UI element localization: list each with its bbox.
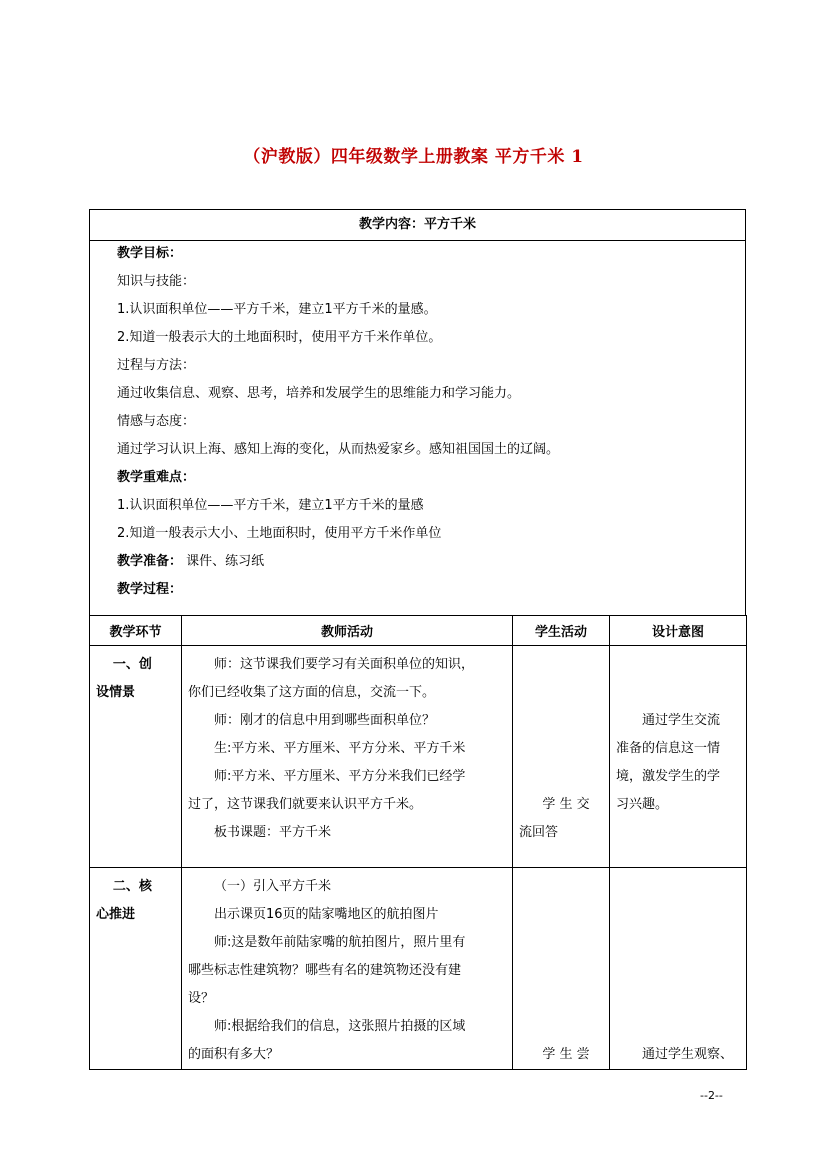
teacher-line: 生:平方米、平方厘米、平方分米、平方千米 xyxy=(214,741,466,756)
teacher-cell xyxy=(182,646,513,868)
teacher-line: 哪些标志性建筑物？哪些有名的建筑物还没有建 xyxy=(188,963,462,978)
key-point-2: 2.知道一般表示大小、土地面积时，使用平方千米作单位 xyxy=(117,526,442,541)
header-intent: 设计意图 xyxy=(610,616,747,646)
table-row xyxy=(90,868,747,1070)
teacher-line: 师:根据给我们的信息，这张照片拍摄的区域 xyxy=(214,1019,466,1034)
teacher-line: 师:平方米、平方厘米、平方分米我们已经学 xyxy=(214,769,466,784)
process-item-1: 通过收集信息、观察、思考，培养和发展学生的思维能力和学习能力。 xyxy=(117,386,521,401)
stage-cell xyxy=(90,868,182,1070)
stage-line-1: 一、创 xyxy=(112,657,152,672)
knowledge-item-1: 1.认识面积单位——平方千米，建立1平方千米的量感。 xyxy=(117,302,437,317)
student-line-1: 学 生 交 xyxy=(542,797,590,812)
process-label: 过程与方法： xyxy=(117,358,196,373)
student-cell xyxy=(513,646,610,868)
intent-cell xyxy=(610,868,747,1070)
page-number: --2-- xyxy=(700,1089,723,1102)
teacher-line: 的面积有多大？ xyxy=(188,1047,280,1062)
stage-line-2: 设情景 xyxy=(96,685,136,700)
preparation-line xyxy=(117,548,735,576)
intent-line: 通过学生交流 xyxy=(642,713,721,728)
teacher-line: 设？ xyxy=(188,991,215,1006)
intent-line: 准备的信息这一情 xyxy=(616,741,721,756)
stage-line-1: 二、核 xyxy=(112,879,152,894)
lesson-info-box xyxy=(89,209,746,616)
emotion-item-1: 通过学习认识上海、感知上海的变化，从而热爱家乡。感知祖国国土的辽阔。 xyxy=(117,442,560,457)
intent-cell xyxy=(610,646,747,868)
student-line-2: 流回答 xyxy=(519,825,559,840)
header-stage: 教学环节 xyxy=(90,616,182,646)
key-points-label: 教学重难点： xyxy=(117,470,196,485)
teacher-line: 过了，这节课我们就要来认识平方千米。 xyxy=(188,797,423,812)
student-cell xyxy=(513,868,610,1070)
knowledge-label: 知识与技能： xyxy=(117,274,196,289)
student-line-1: 学 生 尝 xyxy=(542,1047,590,1062)
teacher-line: （一）引入平方千米 xyxy=(214,879,332,894)
emotion-label: 情感与态度： xyxy=(117,414,196,429)
preparation-value: 课件、练习纸 xyxy=(186,554,265,569)
teacher-line: 你们已经收集了这方面的信息，交流一下。 xyxy=(188,685,436,700)
intent-line: 通过学生观察、 xyxy=(642,1047,734,1062)
objectives-label: 教学目标： xyxy=(117,246,183,261)
teacher-line: 板书课题：平方千米 xyxy=(214,825,332,840)
intent-line: 境，激发学生的学 xyxy=(616,769,721,784)
teacher-line: 师:这是数年前陆家嘴的航拍图片，照片里有 xyxy=(214,935,466,950)
intent-line: 习兴趣。 xyxy=(616,797,669,812)
lesson-process-table xyxy=(89,615,746,1062)
teacher-cell xyxy=(182,868,513,1070)
process-heading: 教学过程： xyxy=(117,582,183,597)
key-point-1: 1.认识面积单位——平方千米，建立1平方千米的量感 xyxy=(117,498,424,513)
header-student: 学生活动 xyxy=(513,616,610,646)
table-row xyxy=(90,646,747,868)
teacher-line: 师：这节课我们要学习有关面积单位的知识， xyxy=(214,657,475,672)
preparation-label: 教学准备： xyxy=(117,554,183,569)
teacher-line: 出示课页16页的陆家嘴地区的航拍图片 xyxy=(214,907,439,922)
knowledge-item-2: 2.知道一般表示大的土地面积时，使用平方千米作单位。 xyxy=(117,330,442,345)
stage-line-2: 心推进 xyxy=(96,907,136,922)
content-heading: 教学内容：平方千米 xyxy=(90,210,745,241)
table-header-row xyxy=(90,616,747,646)
document-title: （沪教版）四年级数学上册教案 平方千米 1 xyxy=(243,147,584,167)
header-teacher: 教师活动 xyxy=(182,616,513,646)
teacher-line: 师：刚才的信息中用到哪些面积单位？ xyxy=(214,713,436,728)
stage-cell xyxy=(90,646,182,868)
